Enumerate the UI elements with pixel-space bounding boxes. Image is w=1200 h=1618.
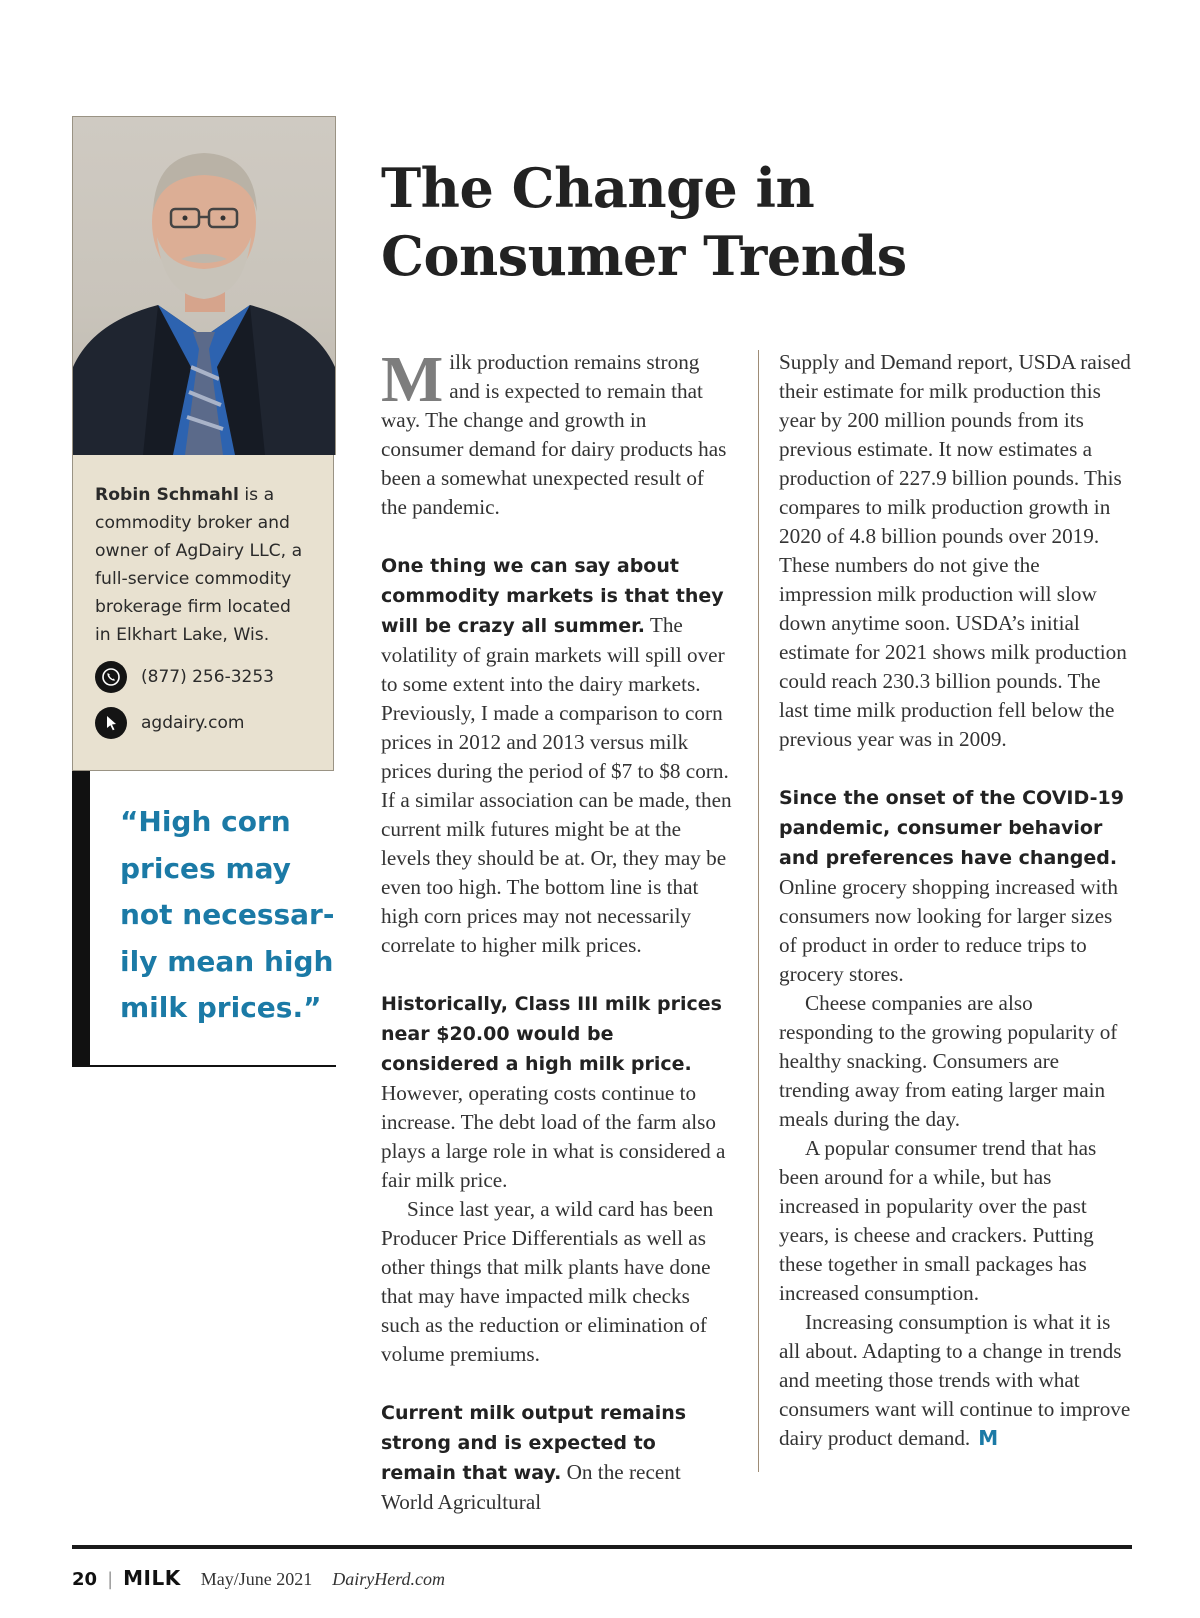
footer-rule [72, 1545, 1132, 1549]
paragraph-intro [381, 343, 733, 522]
intro-text: ilk production remains strong and is expected to remain that way. The change and growth in consumer demand for dairy products has been a somewhat unexpected result of the pandemic. [381, 350, 727, 519]
body-milk-output: On the recent World Agricultural [381, 1460, 681, 1514]
article-title [381, 154, 907, 290]
author-sidebar [72, 116, 336, 1067]
pull-quote: “High corn prices may not necessar-ily mean high milk prices.” [120, 805, 335, 1024]
paragraph-crackers: A popular consumer trend that has been around for a while, but has increased in popularity over the past years, is cheese and crackers. Putting these together in small packages has increased consumption. [779, 1136, 1097, 1305]
lead-in-commodity-markets: One thing we can say about commodity markets is that they will be crazy all summer. [381, 555, 724, 637]
paragraph-milk-output [381, 1398, 733, 1517]
issue-date: May/June 2021 [200, 1569, 313, 1589]
paragraph-wild-card: Since last year, a wild card has been Producer Price Differentials as well as other things that milk plants have done that may have impacted milk checks such as the reduction or elimination of volume premiums. [381, 1197, 714, 1366]
lead-in-class-iii: Historically, Class III milk prices near $20.00 would be considered a high milk price. [381, 993, 722, 1075]
title-line-1: The Change in [381, 156, 815, 220]
author-name: Robin Schmahl [95, 485, 239, 505]
phone-number: (877) 256-3253 [141, 667, 274, 687]
phone-row[interactable] [95, 661, 311, 693]
page-number: 20 [72, 1569, 98, 1590]
author-bio-box [72, 455, 334, 771]
lead-in-milk-output: Current milk output remains strong and is expected to remain that way. [381, 1402, 687, 1484]
magazine-logo: MILK [123, 1566, 181, 1590]
paragraph-covid [779, 783, 1131, 989]
paragraph-commodity-markets [381, 551, 733, 960]
body-class-iii: However, operating costs continue to increase. The debt load of the farm also plays a large role in what is considered a fair milk price. [381, 1081, 726, 1192]
article-column-left [381, 343, 733, 1517]
column-divider [758, 350, 759, 1472]
website-footer[interactable]: DairyHerd.com [332, 1569, 446, 1589]
author-bio [95, 481, 311, 649]
paragraph-conclusion [779, 1308, 1131, 1453]
end-mark: M [978, 1426, 999, 1450]
article-column-right [779, 348, 1131, 1453]
title-line-2: Consumer Trends [381, 224, 907, 288]
website-row[interactable] [95, 707, 311, 739]
body-commodity-markets: The volatility of grain markets will spill over to some extent into the dairy markets. Previously, I made a comparison to corn prices in 2012 and 2013 versus milk prices during the period of $7 to $8 corn. If a similar association can be made, then current milk futures might be at the levels they should be at. Or, they may be even too high. The bottom line is that high corn prices may not necessarily correlate to higher milk prices. [381, 613, 732, 957]
body-covid: Online grocery shopping increased with consumers now looking for larger sizes of product in order to reduce trips to grocery stores. [779, 875, 1118, 986]
cursor-icon [95, 707, 127, 739]
phone-icon [95, 661, 127, 693]
paragraph-cheese: Cheese companies are also responding to the growing popularity of healthy snacking. Consumers are trending away from eating larger main meals during the day. [779, 991, 1118, 1131]
page-footer [72, 1566, 445, 1590]
author-portrait-illustration [73, 117, 335, 455]
author-bio-text: is a commodity broker and owner of AgDairy LLC, a full-service commodity brokerage firm located in Elkhart Lake, Wis. [95, 485, 303, 645]
lead-in-covid: Since the onset of the COVID-19 pandemic, consumer behavior and preferences have changed. [779, 787, 1124, 869]
pull-quote-box [72, 771, 336, 1067]
paragraph-usda: Supply and Demand report, USDA raised their estimate for milk production this year by 200 million pounds from its previous estimate. It now estimates a production of 227.9 billion pounds. This compares to milk production growth in 2020 of 4.8 billion pounds over 2019. These numbers do not give the impression milk production will slow down anytime soon. USDA’s initial estimate for 2021 shows milk production could reach 230.3 billion pounds. The last time milk production fell below the previous year was in 2009. [779, 350, 1131, 751]
paragraph-class-iii [381, 989, 733, 1195]
conclusion-text: Increasing consumption is what it is all about. Adapting to a change in trends and meeting those trends with what consumers want will continue to improve dairy product demand. [779, 1310, 1131, 1450]
footer-separator: | [107, 1569, 114, 1590]
website-link[interactable]: agdairy.com [141, 713, 245, 733]
author-photo [72, 116, 336, 455]
drop-cap: M [381, 343, 444, 416]
